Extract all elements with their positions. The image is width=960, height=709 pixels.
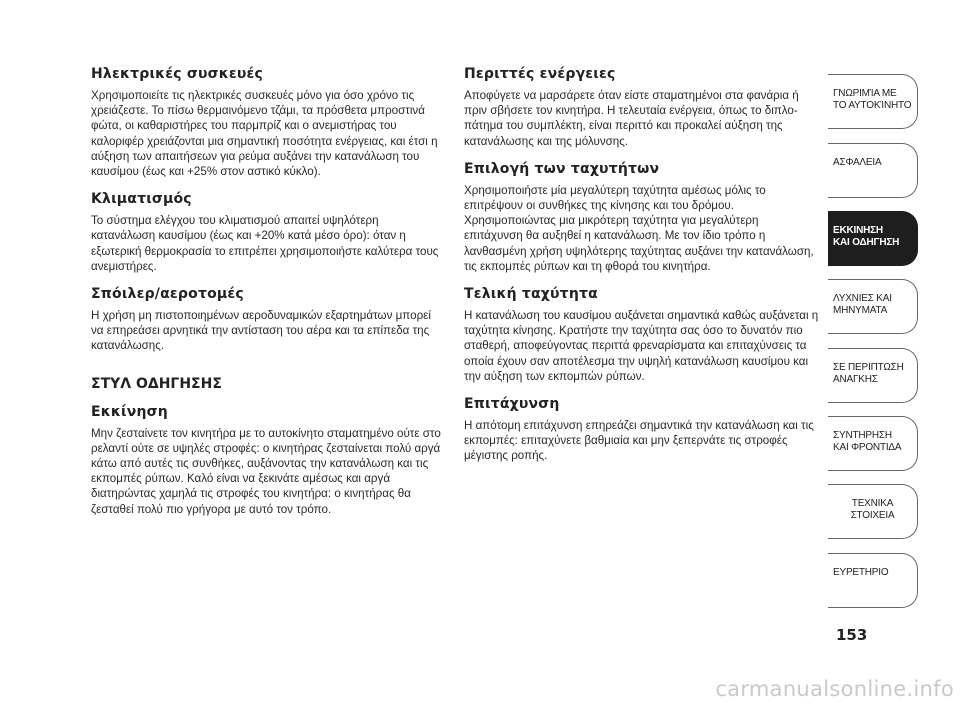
section-title-gear-selection: Επιλογή των ταχυτήτων [464,160,660,177]
section-text-gear-selection: Χρησιμοποιήστε μία μεγαλύτερη ταχύτητα αμέσως μόλις το επιτρέψουν οι συνθήκες της κίνησης και του δρόμου. Χρησιμοποιώντας μια μικρότερη ταχύτητα για μεγαλύτερη επιτάχυνση θα αυξηθεί η κατανάλωση. Με τον ίδιο τρόπο η λανθασμένη χρήση υψηλότερης ταχύτητας αυξάνει την κατανάλωση, τις εκπομπές ρύπων και τη φθορά του κινητήρα. [464,183,814,273]
section-text-top-speed: Η κατανάλωση του καυσίμου αυξάνεται σημαντικά καθώς αυξάνεται η ταχύτητα κίνησης. Κρατήστε την ταχύτητα σας όσο το δυνατόν πιο σταθερή, αποφεύγοντας περιττά φρεναρίσματα και επιταχύνσεις τα οποία έχουν σαν αποτέλεσμα την υψηλή κατανάλωση καυσίμου και την αύξηση των εκπομπών ρύπων. [464,309,819,383]
section-title-unnecessary-actions: Περιττές ενέργειες [464,66,616,82]
tab-technical-data[interactable]: ΤΕΧΝΙΚΑ ΣΤΟΙΧΕΙΑ [828,484,918,539]
tab-starting-and-driving[interactable]: ΕΚΚΙΝΗΣΗ ΚΑΙ ΟΔΗΓΗΣΗ [828,211,918,266]
tab-getting-to-know[interactable]: ΓΝΩΡΙΜΊΑ ΜΕ ΤΟ ΑΥΤΟΚΊΝΗΤΟ [828,74,918,129]
chapter-tabs-sidebar [828,0,960,709]
watermark: carmanualsonline.info [715,677,954,701]
section-text-acceleration: Η απότομη επιτάχυνση επηρεάζει σημαντικά την κατανάλωση και τις εκπομπές: επιταχύνετε βαθμιαία και μην ξεπερνάτε τις στροφές μέγιστης ροπής. [464,419,814,463]
right-column [464,58,820,464]
section-text-unnecessary-actions: Αποφύγετε να μαρσάρετε όταν είστε σταματημένοι στα φανάρια ή πριν σβήσετε τον κινητήρα. Η τελευταία ενέργεια, όπως το διπλο-πάτημα του συμπλέκτη, είναι περιττό και προκαλεί αύξηση της κατανάλωσης και της μόλυνσης. [464,89,799,148]
tab-maintenance[interactable]: ΣΥΝΤΗΡΗΣΗ ΚΑΙ ΦΡΟΝΤΙΔΑ [828,416,918,471]
tab-warning-lights[interactable]: ΛΥΧΝΙΕΣ ΚΑΙ ΜΗΝΥΜΑΤΑ [828,279,918,334]
section-text-air-conditioning: Το σύστημα ελέγχου του κλιματισμού απαιτεί υψηλότερη κατανάλωση καυσίμου (έως και +20% κατά μέσο όρο): όταν η εξωτερική θερμοκρασία το επιτρέπει χρησιμοποιήστε καλύτερα τους ανεμιστήρες. [91,214,439,273]
chapter-title-driving-style: ΣΤΥΛ ΟΔΗΓΗΣΗΣ [91,375,222,392]
left-column [91,58,446,517]
section-text-electrical-devices: Χρησιμοποιείτε τις ηλεκτρικές συσκευές μόνο για όσο χρόνο τις χρειάζεστε. Το πίσω θερμαινόμενο τζάμι, τα πρόσθετα μπροστινά φώτα, οι καθαριστήρες του παρμπρίζ και ο ανεμιστήρας του καλοριφέρ χρειάζονται μια σημαντική ποσότητα ενέργειας, και έτσι η αύξηση των απαιτήσεων για ρεύμα αυξάνει την κατανάλωση του καυσίμου (έως και +25% στον αστικό κύκλο). [91,89,438,179]
section-title-acceleration: Επιτάχυνση [464,396,560,413]
page-number: 153 [836,626,868,644]
section-title-air-conditioning: Κλιματισμός [91,191,192,208]
section-text-spoilers: Η χρήση μη πιστοποιημένων αεροδυναμικών εξαρτημάτων μπορεί να επηρεάσει αρνητικά την αντίσταση του αέρα και τα επίπεδα της κατανάλωσης. [91,309,431,353]
section-text-start: Μην ζεσταίνετε τον κινητήρα με το αυτοκίνητο σταματημένο ούτε στο ρελαντί ούτε σε υψηλές στροφές: ο κινητήρας ζεσταίνεται πολύ αργά κάτω από αυτές τις συνθήκες, αυξάνοντας την κατανάλωση και τις εκπομπές ρύπων. Καλό είναι να ξεκινάτε αμέσως και αργά διατηρώντας χαμηλά τις στροφές του κινητήρα: ο κινητήρας θα ζεσταθεί πολύ πιο γρήγορα με αυτό τον τρόπο. [91,426,441,516]
tab-emergency[interactable]: ΣΕ ΠΕΡΙΠΤΩΣΗ ΑΝΑΓΚΗΣ [828,348,918,403]
section-title-electrical-devices: Ηλεκτρικές συσκευές [91,66,263,82]
tab-safety[interactable]: ΑΣΦΑΛΕΙΑ [828,143,918,198]
section-title-top-speed: Τελική ταχύτητα [464,286,598,303]
section-title-start: Εκκίνηση [91,403,168,420]
section-title-spoilers: Σπόιλερ/αεροτομές [91,286,244,303]
tab-index[interactable]: ΕΥΡΕΤΗΡΙΟ [828,553,918,608]
